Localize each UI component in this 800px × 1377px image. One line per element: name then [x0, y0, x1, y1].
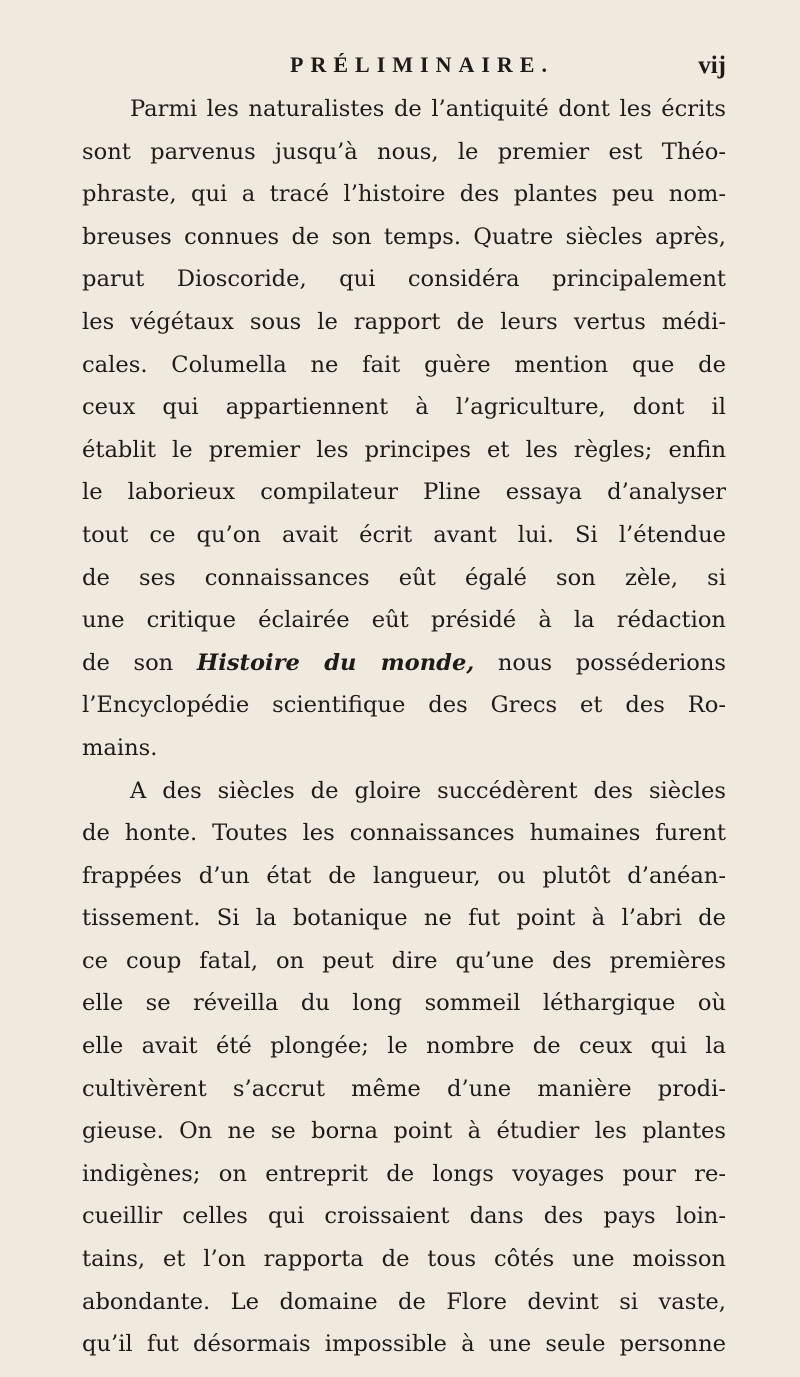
text-line: phraste, qui a tracé l’histoire des plantes peu nom- — [82, 181, 726, 208]
running-title: PRÉLIMINAIRE. — [290, 52, 554, 77]
text-line: breuses connues de son temps. Quatre siècles après, — [82, 223, 726, 250]
text-line: gieuse. On ne se borna point à étudier les plantes — [82, 1118, 726, 1145]
text-line: Parmi les naturalistes de l’antiquité dont les écrits — [130, 96, 726, 122]
text-line: le laborieux compilateur Pline essaya d’analyser — [82, 479, 726, 506]
page-number: vij — [698, 52, 726, 79]
text-line: une critique éclairée eût présidé à la rédaction — [82, 607, 726, 634]
text-line: l’Encyclopédie scientifique des Grecs et des Ro- — [82, 692, 726, 719]
work-title: Histoire du monde, — [196, 649, 475, 676]
text-line: de honte. Toutes les connaissances humaines furent — [82, 820, 726, 847]
body-text — [82, 88, 726, 1366]
text-line: parut Dioscoride, qui considéra principalement — [82, 266, 726, 293]
text-line: sont parvenus jusqu’à nous, le premier est Théo- — [82, 138, 726, 165]
text-line-with-title — [82, 642, 726, 685]
text-line: qu’il fut désormais impossible à une seule personne — [82, 1331, 726, 1358]
text-line: cueillir celles qui croissaient dans des pays loin- — [82, 1203, 726, 1230]
running-head — [118, 52, 726, 88]
text-line: établit le premier les principes et les règles; enfin — [82, 436, 726, 463]
text-line: tains, et l’on rapporta de tous côtés une moisson — [82, 1246, 726, 1273]
text-line: tout ce qu’on avait écrit avant lui. Si l’étendue — [82, 521, 726, 548]
text-line: indigènes; on entreprit de longs voyages pour re- — [82, 1160, 726, 1187]
text-line: de ses connaissances eût égalé son zèle, si — [82, 564, 726, 591]
text-line: ceux qui appartiennent à l’agriculture, dont il — [82, 394, 726, 421]
text-line: frappées d’un état de langueur, ou plutôt d’anéan- — [82, 862, 726, 889]
text-fragment: de son — [82, 649, 197, 676]
text-fragment: nous posséderions — [474, 649, 726, 676]
text-line: A des siècles de gloire succédèrent des siècles — [130, 777, 726, 804]
text-line: elle se réveilla du long sommeil léthargique où — [82, 990, 726, 1017]
text-line: les végétaux sous le rapport de leurs vertus médi- — [82, 308, 726, 335]
text-line: elle avait été plongée; le nombre de ceux qui la — [82, 1033, 726, 1060]
text-line: tissement. Si la botanique ne fut point à l’abri de — [82, 905, 726, 932]
text-line: cultivèrent s’accrut même d’une manière prodi- — [82, 1075, 726, 1102]
text-line: cales. Columella ne fait guère mention que de — [82, 351, 726, 378]
text-line: mains. — [82, 734, 158, 761]
text-line: abondante. Le domaine de Flore devint si vaste, — [82, 1288, 726, 1315]
text-line: ce coup fatal, on peut dire qu’une des premières — [82, 947, 726, 974]
